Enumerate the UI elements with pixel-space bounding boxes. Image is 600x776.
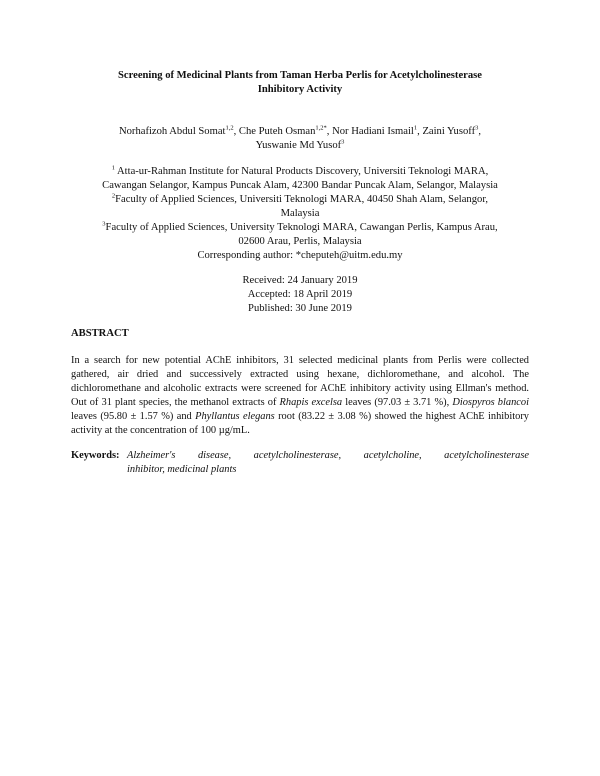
- title-line-2: Inhibitory Activity: [257, 84, 343, 95]
- accepted-date: Accepted: 18 April 2019: [247, 289, 353, 300]
- abstract-segment: In a search for new potential AChE inhibitors, 31 selected medicinal plants from Perlis were collected gathered, air dried and successively extracted using hexane, dichloromethane, and alcohol. The dichloromethane and alcoholic extracts were screened for AChE inhibitory activity using Ellman's method. Out of 31 plant species, the methanol extracts of: [71, 355, 529, 408]
- author-separator: ,: [233, 126, 239, 137]
- abstract-segment: leaves (97.03 ± 3.71 %),: [342, 397, 453, 408]
- received-date: Received: 24 January 2019: [242, 275, 358, 286]
- affiliation-1-cont: Cawangan Selangor, Kampus Puncak Alam, 42300 Bandar Puncak Alam, Selangor, Malaysia: [102, 180, 498, 191]
- authors-line-2: [60, 139, 540, 153]
- author-affiliation-mark: 3: [475, 124, 479, 132]
- abstract-heading: ABSTRACT: [71, 328, 129, 339]
- affiliation-2: [60, 193, 540, 207]
- affiliation-mark: 3: [102, 220, 106, 228]
- author-name: Norhafizoh Abdul Somat: [118, 126, 226, 137]
- keywords-text-cont: inhibitor, medicinal plants: [127, 464, 237, 475]
- affiliation-3-cont: 02600 Arau, Perlis, Malaysia: [238, 236, 362, 247]
- affiliation-1: [60, 165, 540, 179]
- author-name: Zaini Yusoff: [422, 126, 476, 137]
- title-line-1: Screening of Medicinal Plants from Taman Herba Perlis for Acetylcholinesterase: [118, 70, 482, 81]
- affiliation-text: Atta-ur-Rahman Institute for Natural Products Discovery, Universiti Teknologi MARA,: [114, 166, 489, 177]
- abstract-segment: root (83.22 ± 3.08 %) showed the highest AChE inhibitory activity at the concentration of 100 µg/mL.: [71, 411, 529, 436]
- author-name: Che Puteh Osman: [238, 126, 316, 137]
- affiliation-text: Faculty of Applied Sciences, Universiti Teknologi MARA, 40450 Shah Alam, Selangor,: [115, 194, 489, 205]
- abstract-text: [71, 354, 529, 438]
- affiliations: [60, 165, 540, 263]
- authors-line-1: [60, 125, 540, 139]
- keywords-line-1: [71, 449, 529, 463]
- author-separator: ,: [417, 126, 423, 137]
- author-list: [60, 125, 540, 153]
- abstract-segment: leaves (95.80 ± 1.57 %) and: [71, 411, 196, 422]
- affiliation-3: [60, 221, 540, 235]
- species-name: Diospyros blancoi: [452, 397, 529, 408]
- author-name: Nor Hadiani Ismail: [332, 126, 414, 137]
- affiliation-2-cont: Malaysia: [280, 208, 320, 219]
- author-affiliation-mark: 3: [341, 138, 345, 146]
- published-date: Published: 30 June 2019: [248, 303, 352, 314]
- keywords-label: Keywords:: [71, 450, 120, 461]
- author-name: Yuswanie Md Yusof: [255, 140, 342, 151]
- author-separator: ,: [326, 126, 333, 137]
- corresponding-author: Corresponding author: *cheputeh@uitm.edu.my: [197, 250, 403, 261]
- affiliation-mark: 1: [111, 164, 115, 172]
- keywords-text: Alzheimer's disease, acetylcholinesterase, acetylcholine, acetylcholinesterase: [127, 450, 529, 461]
- paper-title: [70, 69, 530, 97]
- keywords: [71, 449, 529, 477]
- author-affiliation-mark: 1,2*: [315, 124, 327, 132]
- affiliation-mark: 2: [111, 192, 116, 200]
- species-name: Rhapis excelsa: [279, 397, 343, 408]
- affiliation-text: Faculty of Applied Sciences, University Teknologi MARA, Cawangan Perlis, Kampus Arau,: [105, 222, 498, 233]
- publication-dates: [60, 274, 540, 316]
- author-affiliation-mark: 1,2: [225, 124, 234, 132]
- author-separator: ,: [478, 126, 482, 137]
- species-name: Phyllantus elegans: [195, 411, 275, 422]
- author-affiliation-mark: 1: [413, 124, 418, 132]
